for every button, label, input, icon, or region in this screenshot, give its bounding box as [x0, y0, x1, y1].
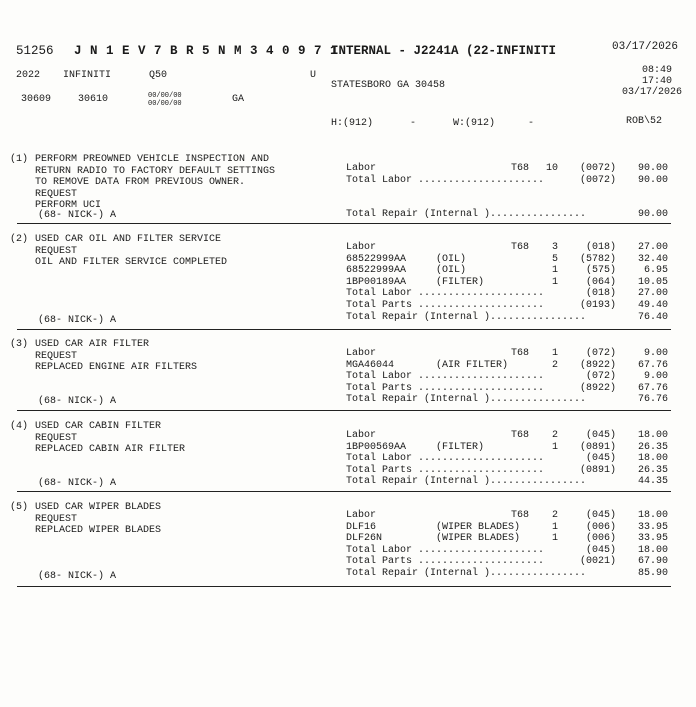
- section-divider: [17, 223, 671, 224]
- work-phone-dash: -: [528, 118, 535, 129]
- line-item-description: Labor: [346, 510, 377, 521]
- amount: 76.40: [637, 311, 668, 323]
- amount: 18.00: [637, 544, 668, 556]
- line-item-description: Total Repair (Internal )................: [346, 311, 587, 323]
- quantity: 10: [545, 163, 558, 174]
- vehicle-model: Q50: [149, 70, 168, 81]
- quantity: 1: [551, 521, 558, 533]
- job-description-line: REPLACED ENGINE AIR FILTERS: [35, 362, 198, 374]
- line-item-description: Total Repair (Internal )................: [346, 568, 587, 579]
- job-description-line: USED CAR AIR FILTER: [35, 339, 150, 350]
- amount: 85.90: [637, 568, 668, 579]
- quantity: 1: [551, 533, 558, 545]
- amount: 6.95: [643, 265, 668, 277]
- line-item-description: Total Labor .....................: [346, 174, 545, 186]
- quantity: 1: [551, 265, 558, 277]
- line-item-description: MGA46044: [346, 359, 395, 371]
- quantity: 2: [551, 510, 558, 521]
- job-description-line: REPLACED WIPER BLADES: [35, 525, 162, 537]
- job-description-line: REQUEST: [35, 432, 78, 444]
- amount: 90.00: [637, 174, 668, 186]
- cost-code: (006): [585, 521, 616, 533]
- part-name: (OIL): [436, 253, 467, 265]
- part-name: (FILTER): [436, 441, 485, 453]
- cost-code: (072): [585, 348, 616, 359]
- cost-code: (0072): [579, 163, 616, 174]
- document-title: INTERNAL - J2241A (22-INFINITI: [331, 44, 557, 58]
- tech-code: T68: [511, 348, 530, 359]
- job-number: (1): [10, 154, 29, 165]
- tech-code: T68: [511, 163, 530, 174]
- amount: 27.00: [637, 288, 668, 300]
- cost-code: (5782): [579, 253, 616, 265]
- line-item-description: Total Labor .....................: [346, 371, 545, 383]
- section-divider: [17, 329, 671, 330]
- job-description-line: PERFORM PREOWNED VEHICLE INSPECTION AND: [35, 154, 270, 165]
- part-name: (OIL): [436, 265, 467, 277]
- job-description-line: USED CAR OIL AND FILTER SERVICE: [35, 234, 222, 245]
- part-name: (WIPER BLADES): [436, 521, 521, 533]
- customer-location: STATESBORO GA 30458: [331, 80, 446, 91]
- time-out: 17:40: [641, 76, 672, 87]
- part-name: (FILTER): [436, 276, 485, 288]
- job-description-line: REPLACED CABIN AIR FILTER: [35, 444, 186, 456]
- section-divider: [17, 491, 671, 492]
- line-item-description: DLF26N: [346, 533, 383, 545]
- cost-code: (045): [585, 453, 616, 465]
- amount: 90.00: [637, 163, 668, 174]
- job-number: (5): [10, 502, 29, 513]
- mileage-in: 30609: [21, 94, 52, 105]
- line-item-description: 68522999AA: [346, 265, 407, 277]
- service-advisor: ROB\52: [626, 116, 663, 127]
- work-phone: W:(912): [453, 118, 496, 129]
- cost-code: (0891): [579, 464, 616, 476]
- tech-code: T68: [511, 510, 530, 521]
- line-item-description: Labor: [346, 163, 377, 174]
- quantity: 5: [551, 253, 558, 265]
- amount: 18.00: [637, 453, 668, 465]
- amount: 18.00: [637, 510, 668, 521]
- cost-code: (575): [585, 265, 616, 277]
- vehicle-flag: U: [310, 70, 317, 81]
- amount: 26.35: [637, 464, 668, 476]
- job-description-line: TO REMOVE DATA FROM PREVIOUS OWNER.: [35, 177, 246, 189]
- quantity: 2: [551, 359, 558, 371]
- cost-code: (045): [585, 430, 616, 441]
- technician: (68- NICK-) A: [38, 396, 117, 407]
- cost-code: (018): [585, 288, 616, 300]
- amount: 49.40: [637, 300, 668, 311]
- amount: 67.76: [637, 359, 668, 371]
- amount: 32.40: [637, 253, 668, 265]
- line-item-description: Total Labor .....................: [346, 544, 545, 556]
- line-item-description: 1BP00189AA: [346, 276, 407, 288]
- amount: 33.95: [637, 521, 668, 533]
- line-item-description: Labor: [346, 242, 377, 253]
- job-description-line: REQUEST: [35, 188, 78, 200]
- quantity: 2: [551, 430, 558, 441]
- amount: 27.00: [637, 242, 668, 253]
- cost-code: (006): [585, 533, 616, 545]
- vehicle-year: 2022: [16, 70, 41, 81]
- cost-code: (0891): [579, 441, 616, 453]
- cost-code: (0193): [579, 300, 616, 311]
- job-description-line: OIL AND FILTER SERVICE COMPLETED: [35, 257, 228, 269]
- line-item-description: Labor: [346, 430, 377, 441]
- amount: 67.90: [637, 556, 668, 568]
- part-name: (AIR FILTER): [436, 359, 509, 371]
- tech-code: T68: [511, 430, 530, 441]
- cost-code: (0021): [579, 556, 616, 568]
- amount: 44.35: [637, 476, 668, 488]
- line-item-description: DLF16: [346, 521, 377, 533]
- line-item-description: Total Labor .....................: [346, 288, 545, 300]
- section-divider: [17, 586, 671, 587]
- quantity: 1: [551, 441, 558, 453]
- line-item-description: Total Parts .....................: [346, 464, 545, 476]
- line-item-description: Total Parts .....................: [346, 556, 545, 568]
- order-date: 03/17/2026: [612, 41, 679, 53]
- technician: (68- NICK-) A: [38, 315, 117, 326]
- cost-code: (045): [585, 510, 616, 521]
- job-description-line: REQUEST: [35, 245, 78, 257]
- job-description-line: RETURN RADIO TO FACTORY DEFAULT SETTINGS: [35, 165, 276, 177]
- line-item-description: Total Parts .....................: [346, 382, 545, 394]
- quantity: 1: [551, 276, 558, 288]
- state: GA: [232, 94, 245, 105]
- amount: 9.00: [643, 348, 668, 359]
- job-number: (2): [10, 234, 29, 245]
- job-description-line: PERFORM UCI: [35, 200, 102, 212]
- cost-code: (018): [585, 242, 616, 253]
- line-item-description: Total Repair (Internal )................: [346, 209, 587, 221]
- technician: (68- NICK-) A: [38, 571, 117, 582]
- vin: J N 1 E V 7 B R 5 N M 3 4 0 9 7 1: [74, 44, 339, 58]
- amount: 18.00: [637, 430, 668, 441]
- mileage-out: 30610: [78, 94, 109, 105]
- amount: 67.76: [637, 382, 668, 394]
- line-item-description: Total Labor .....................: [346, 453, 545, 465]
- line-item-description: 68522999AA: [346, 253, 407, 265]
- job-description-line: REQUEST: [35, 513, 78, 525]
- tech-code: T68: [511, 242, 530, 253]
- technician: (68- NICK-) A: [38, 478, 117, 489]
- job-description-line: USED CAR WIPER BLADES: [35, 502, 162, 513]
- technician: (68- NICK-) A: [38, 210, 117, 221]
- cost-code: (0072): [579, 174, 616, 186]
- amount: 26.35: [637, 441, 668, 453]
- line-item-description: 1BP00569AA: [346, 441, 407, 453]
- date-field-b: 00/00/00: [148, 100, 182, 108]
- line-item-description: Total Repair (Internal )................: [346, 394, 587, 406]
- vehicle-make: INFINITI: [63, 70, 112, 81]
- amount: 90.00: [637, 209, 668, 221]
- line-item-description: Labor: [346, 348, 377, 359]
- amount: 76.76: [637, 394, 668, 406]
- amount: 9.00: [643, 371, 668, 383]
- cost-code: (8922): [579, 382, 616, 394]
- job-number: (4): [10, 421, 29, 432]
- ro-number: 51256: [16, 44, 54, 58]
- job-description-line: REQUEST: [35, 350, 78, 362]
- amount: 33.95: [637, 533, 668, 545]
- promised-date: 03/17/2026: [621, 87, 682, 98]
- line-item-description: Total Parts .....................: [346, 300, 545, 311]
- job-number: (3): [10, 339, 29, 350]
- home-phone: H:(912): [331, 118, 374, 129]
- job-description-line: USED CAR CABIN FILTER: [35, 421, 162, 432]
- quantity: 3: [551, 242, 558, 253]
- line-item-description: Total Repair (Internal )................: [346, 476, 587, 488]
- cost-code: (8922): [579, 359, 616, 371]
- part-name: (WIPER BLADES): [436, 533, 521, 545]
- date-field-a: 00/00/00: [148, 92, 182, 100]
- cost-code: (072): [585, 371, 616, 383]
- home-phone-dash: -: [410, 118, 417, 129]
- cost-code: (045): [585, 544, 616, 556]
- cost-code: (064): [585, 276, 616, 288]
- amount: 10.05: [637, 276, 668, 288]
- section-divider: [17, 410, 671, 411]
- time-in: 08:49: [641, 65, 672, 76]
- quantity: 1: [551, 348, 558, 359]
